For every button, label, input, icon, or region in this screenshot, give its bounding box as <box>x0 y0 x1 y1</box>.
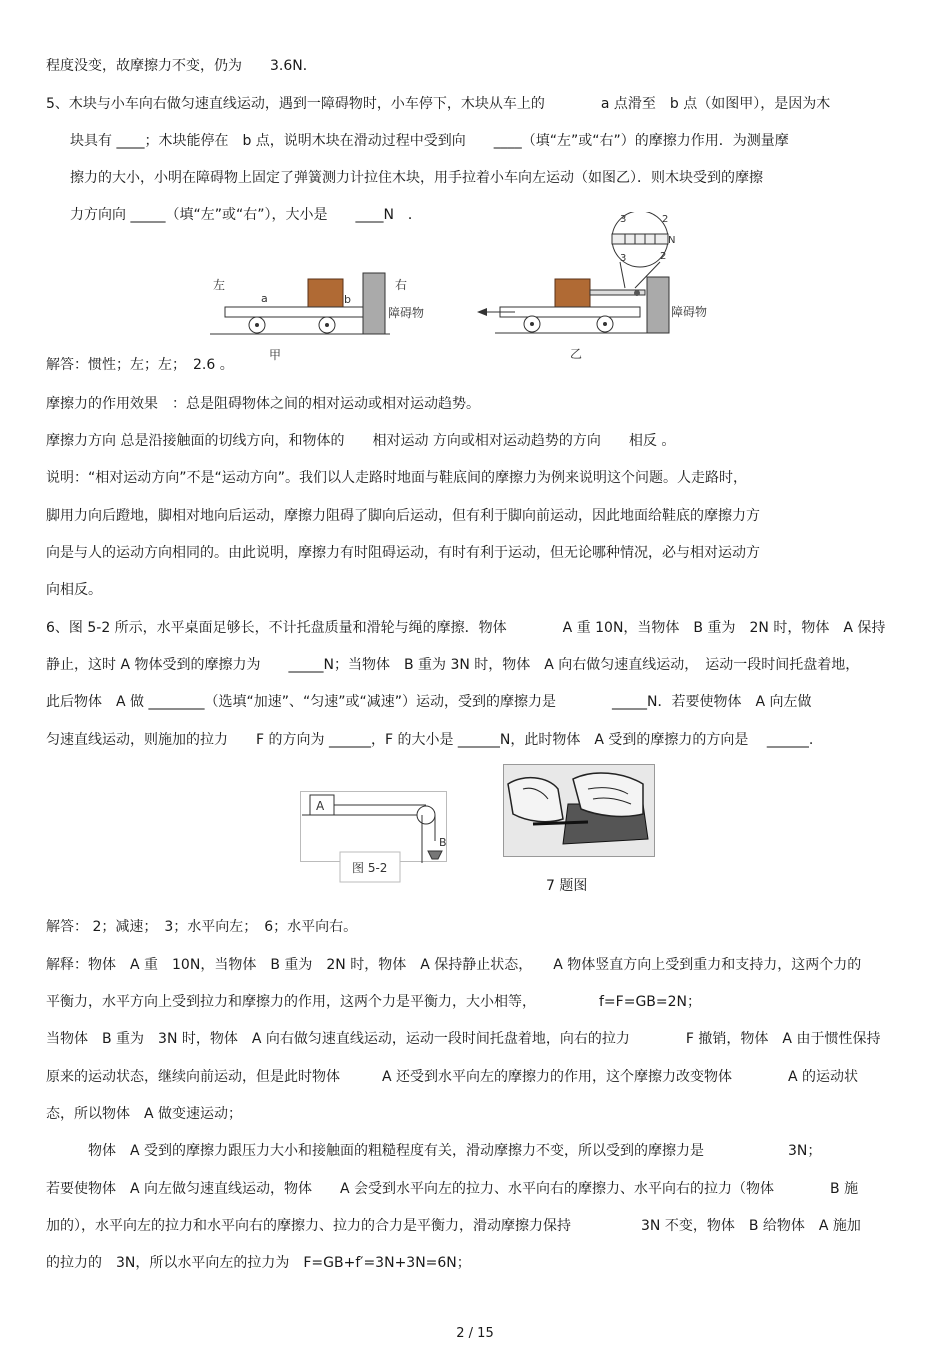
obstacle-label: 障碍物 <box>671 305 708 319</box>
text-line: 块具有 ____；木块能停在 b 点，说明木块在滑动过程中受到向 ____（填“左”或“右”）的摩擦力作用．为测量摩 <box>70 133 789 149</box>
svg-text:2: 2 <box>660 251 667 262</box>
point-b-label: b <box>344 293 351 306</box>
text-line: 加的），水平向左的拉力和水平向右的摩擦力、拉力的合力是平衡力，滑动摩擦力保持 3N 不变，物体 B 给物体 A 施加 <box>46 1218 861 1234</box>
text-line: 向是与人的运动方向相同的。由此说明，摩擦力有时阻碍运动，有时有利于运动，但无论哪种情况，必与相对运动方 <box>46 545 760 561</box>
obstacle <box>647 277 669 333</box>
figure-cart-jia <box>205 265 445 365</box>
figure-5-2 <box>300 791 450 886</box>
text-line: 摩擦力方向 总是沿接触面的切线方向，和物体的 相对运动 方向或相对运动趋势的方向 相反 。 <box>46 433 676 449</box>
text-line: 若要使物体 A 向左做匀速直线运动，物体 A 会受到水平向左的拉力、水平向右的摩擦力、水平向右的拉力（物体 B 施 <box>46 1181 859 1197</box>
wood-block <box>308 279 343 307</box>
pulley <box>417 806 435 824</box>
text-line: 物体 A 受到的摩擦力跟压力大小和接触面的粗糙程度有关，滑动摩擦力不变，所以受到的摩擦力是 3N； <box>88 1143 822 1159</box>
text-line: 脚用力向后蹬地，脚相对地向后运动，摩擦力阻碍了脚向后运动，但有利于脚向前运动，因此地面给鞋底的摩擦力方 <box>46 508 760 524</box>
figure-7-caption: 7 题图 <box>546 878 588 894</box>
text-line: 匀速直线运动，则施加的拉力 F 的方向为 ______，F 的大小是 ______N，此时物体 A 受到的摩擦力的方向是 ______. <box>46 732 814 748</box>
svg-text:N: N <box>668 235 676 246</box>
point-a-label: a <box>261 292 268 305</box>
text-line: 摩擦力的作用效果 ：总是阻碍物体之间的相对运动或相对运动趋势。 <box>46 396 480 412</box>
figure-5-2-caption: 图 5-2 <box>352 861 388 875</box>
text-line: 程度没变，故摩擦力不变，仍为 3.6N． <box>46 58 317 74</box>
question-6-line: 6、图 5-2 所示，水平桌面足够长，不计托盘质量和滑轮与绳的摩擦．物体 A 重 10N，当物体 B 重为 2N 时，物体 A 保持 <box>46 620 886 636</box>
text-line: 说明：“相对运动方向”不是“运动方向”。我们以人走路时地面与鞋底间的摩擦力为例来说明这个问题。人走路时， <box>46 470 748 486</box>
text-line: 擦力的大小，小明在障碍物上固定了弹簧测力计拉住木块，用手拉着小车向左运动（如图乙）．则木块受到的摩擦 <box>70 170 763 186</box>
text-line: 向相反。 <box>46 582 102 598</box>
figure-cart-yi <box>475 212 725 362</box>
obstacle-label: 障碍物 <box>388 306 425 320</box>
cart-body <box>500 307 640 317</box>
answer-6: 解答： 2；减速； 3；水平向左； 6；水平向右。 <box>46 919 358 935</box>
answer-5: 解答：惯性；左；左； 2.6 。 <box>46 357 234 373</box>
weight-b-label: B <box>439 836 447 849</box>
text-line: 力方向向 _____（填“左”或“右”），大小是 ____N ． <box>70 207 422 223</box>
left-label: 左 <box>213 278 226 292</box>
text-line: 静止，这时 A 物体受到的摩擦力为 _____N；当物体 B 重为 3N 时，物体 A 向右做匀速直线运动， 运动一段时间托盘着地， <box>46 657 860 673</box>
text-line: 的拉力的 3N，所以水平向左的拉力为 F=GB+f′=3N+3N=6N； <box>46 1255 471 1271</box>
caption-jia: 甲 <box>269 348 282 362</box>
text-line: 原来的运动状态，继续向前运动，但是此时物体 A 还受到水平向左的摩擦力的作用，这个摩擦力改变物体 A 的运动状 <box>46 1069 859 1085</box>
svg-text:3: 3 <box>620 253 627 264</box>
text-line: 平衡力，水平方向上受到拉力和摩擦力的作用，这两个力是平衡力，大小相等， f=F=GB=2N； <box>46 994 702 1010</box>
obstacle <box>363 273 385 334</box>
text-line: 态，所以物体 A 做变速运动； <box>46 1106 243 1122</box>
cart-body <box>225 307 363 317</box>
text-line: 当物体 B 重为 3N 时，物体 A 向右做匀速直线运动，运动一段时间托盘着地，向右的拉力 F 撤销，物体 A 由于惯性保持 <box>46 1031 881 1047</box>
svg-text:2: 2 <box>662 214 669 225</box>
text-line: 此后物体 A 做 ________（选填“加速”、“匀速”或“减速”）运动，受到的摩擦力是 _____N．若要使物体 A 向左做 <box>46 694 812 710</box>
svg-text:3: 3 <box>620 214 627 225</box>
page-number: 2 / 15 <box>456 1326 494 1341</box>
text-line: 解释：物体 A 重 10N，当物体 B 重为 2N 时，物体 A 保持静止状态， A 物体竖直方向上受到重力和支持力，这两个力的 <box>46 957 862 973</box>
question-5-line: 5、木块与小车向右做匀速直线运动，遇到一障碍物时，小车停下，木块从车上的 a 点滑至 b 点（如图甲），是因为木 <box>46 96 831 112</box>
wood-block <box>555 279 590 307</box>
figure-7-photo <box>503 764 655 857</box>
block-a-label: A <box>316 799 325 813</box>
right-label: 右 <box>395 278 408 292</box>
caption-yi: 乙 <box>570 347 583 361</box>
